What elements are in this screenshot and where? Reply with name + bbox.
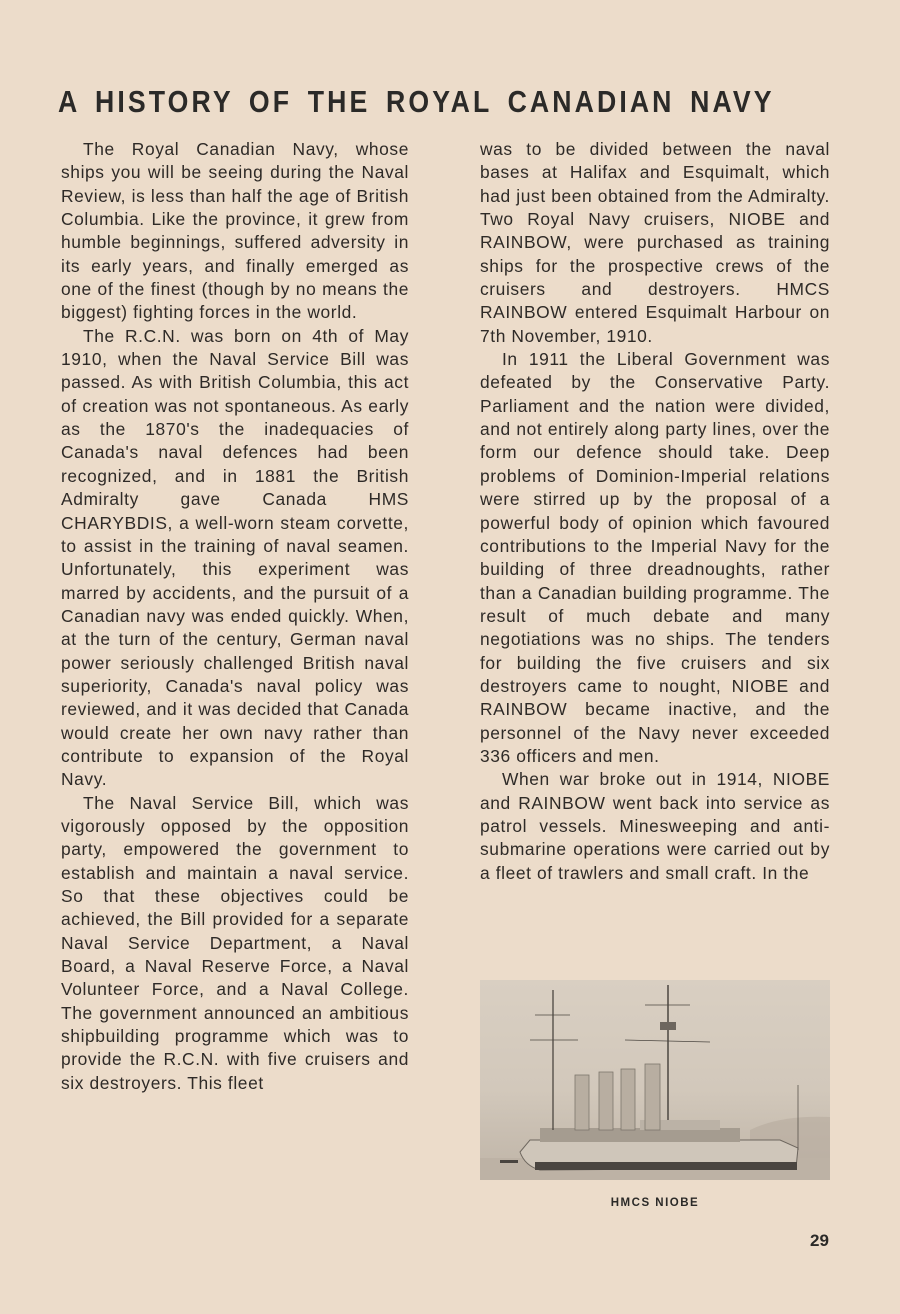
- right-column: [480, 138, 830, 885]
- ship-photo-background: [480, 980, 830, 1180]
- funnel: [621, 1069, 635, 1130]
- photo-caption: HMCS NIOBE: [610, 1197, 700, 1209]
- left-column: [61, 138, 409, 1095]
- paragraph: When war broke out in 1914, NIOBE and RAINBOW went back into service as patrol vessels. Minesweeping and anti-submarine operations were carried out by a fleet of trawlers and small craft. In the: [480, 769, 830, 883]
- deck-structure: [540, 1128, 740, 1142]
- funnel: [575, 1075, 589, 1130]
- small-boat: [500, 1160, 518, 1163]
- paragraph: The R.C.N. was born on 4th of May 1910, when the Naval Service Bill was passed. As with British Columbia, this act of creation was not spontaneous. As early as the 1870's the inadequacies of Canada's naval defences had been recognized, and in 1881 the British Admiralty gave Canada HMS CHARYBDIS, a well-worn steam corvette, to assist in the training of naval seamen. Unfortunately, this experiment was marred by accidents, and the pursuit of a Canadian navy was ended quickly. When, at the turn of the century, German naval power seriously challenged British naval superiority, Canada's naval policy was reviewed, and it was decided that Canada would create her own navy rather than contribute to expansion of the Royal Navy.: [61, 325, 409, 790]
- paragraph: The Royal Canadian Navy, whose ships you will be seeing during the Naval Review, is less than half the age of British Columbia. Like the province, it grew from humble beginnings, suffered adversity in its early years, and finally emerged as one of the finest (though by no means the biggest) fighting forces in the world.: [61, 139, 409, 323]
- waterline-shape: [535, 1162, 797, 1170]
- crows-nest: [660, 1022, 676, 1030]
- funnel: [645, 1064, 660, 1130]
- funnel: [599, 1072, 613, 1130]
- page-title: A HISTORY OF THE ROYAL CANADIAN NAVY: [58, 84, 775, 119]
- paragraph: In 1911 the Liberal Government was defeated by the Conservative Party. Parliament and the nation were divided, and not entirely along party lines, over the form our defence should take. Deep problems of Dominion-Imperial relations were stirred up by the proposal of a powerful body of opinion which favoured contributions to the Imperial Navy for the building of three dreadnoughts, rather than a Canadian building programme. The result of much debate and many negotiations was no ships. The tenders for building the five cruisers and six destroyers came to nought, NIOBE and RAINBOW became inactive, and the personnel of the Navy never exceeded 336 officers and men.: [480, 349, 830, 766]
- page-number: 29: [810, 1231, 829, 1250]
- paragraph: The Naval Service Bill, which was vigorously opposed by the opposition party, empowered the government to establish and maintain a naval service. So that these objectives could be achieved, the Bill provided for a separate Naval Service Department, a Naval Board, a Naval Reserve Force, a Naval Volunteer Force, and a Naval College. The government announced an ambitious shipbuilding programme which was to provide the R.C.N. with five cruisers and six destroyers. This fleet: [61, 792, 409, 1093]
- ship-photo: [480, 980, 830, 1180]
- paragraph: was to be divided between the naval bases at Halifax and Esquimalt, which had just been obtained from the Admiralty. Two Royal Navy cruisers, NIOBE and RAINBOW, were purchased as training ships for the prospective crews of the cruisers and destroyers. HMCS RAINBOW entered Esquimalt Harbour on 7th November, 1910.: [480, 139, 830, 346]
- ship-illustration: [480, 980, 830, 1180]
